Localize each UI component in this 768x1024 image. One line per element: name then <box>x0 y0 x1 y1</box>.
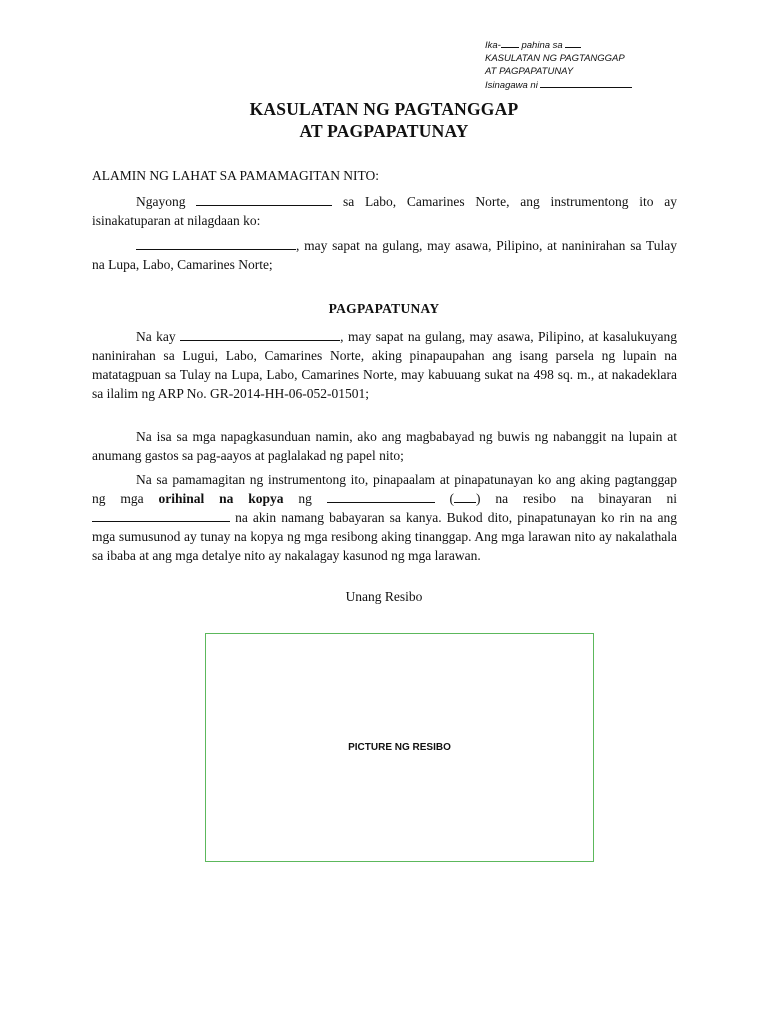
blank-line <box>565 38 581 48</box>
title-line-1: KASULATAN NG PAGTANGGAP <box>249 99 519 119</box>
receipt-photo-placeholder <box>205 633 594 862</box>
bold-phrase: orihinal na kopya <box>158 491 284 506</box>
blank-line <box>92 509 230 522</box>
header-note-line4: Isinagawa ni <box>485 78 632 92</box>
header-note-line2: KASULATAN NG PAGTANGGAP <box>485 53 625 64</box>
section-heading: PAGPAPATUNAY <box>328 301 440 316</box>
document-title <box>0 98 768 142</box>
blank-line <box>327 490 435 503</box>
paragraph-2: , may sapat na gulang, may asawa, Pilipino, at naninirahan sa Tulay na Lupa, Labo, Camarines Norte; <box>92 238 677 272</box>
blank-line <box>136 237 296 250</box>
intro-line: ALAMIN NG LAHAT SA PAMAMAGITAN NITO: <box>92 168 380 183</box>
header-note <box>485 38 632 92</box>
header-note-line1: Ika- pahina sa <box>485 38 632 52</box>
photo-placeholder-label: PICTURE NG RESIBO <box>348 742 451 753</box>
paragraph-5: Na sa pamamagitan ng instrumentong ito, pinapaalam at pinapatunayan ko ang aking pagtanggap ng mga orihinal na kopya ng ( ) na resibo na binayaran ni na akin namang babayaran sa kanya. Bukod dito, pinapatunayan ko rin na ang mga sumusunod ay tunay na kopya ng mga resibong aking tinanggap. Ang mga larawan nito ay nakalathala sa ibaba at ang mga detalye nito ay nakalagay kasunod ng mga larawan. <box>92 472 678 563</box>
receipt-caption: Unang Resibo <box>345 589 423 604</box>
header-note-line3: AT PAGPAPATUNAY <box>485 66 574 77</box>
blank-line <box>540 78 632 88</box>
blank-line <box>501 38 519 48</box>
title-line-2: AT PAGPAPATUNAY <box>299 121 469 141</box>
paragraph-1: Ngayong sa Labo, Camarines Norte, ang instrumentong ito ay isinakatuparan at nilagdaan ko: <box>92 194 678 228</box>
blank-line <box>196 193 332 206</box>
paragraph-4: Na isa sa mga napagkasunduan namin, ako ang magbabayad ng buwis ng nabanggit na lupain at anumang gastos sa pag-aayos at paglalakad ng papel nito; <box>92 429 677 463</box>
blank-line <box>180 328 340 341</box>
paragraph-3: Na kay , may sapat na gulang, may asawa, Pilipino, at kasalukuyang naninirahan sa Lugui, Labo, Camarines Norte, aking pinapaupahan ang isang parsela ng lupain na matatagpuan sa Tulay na Lupa, Labo, Camarines Norte, may kabuuang sukat na 498 sq. m., at nakadeklara sa ilalim ng ARP No. GR-2014-HH-06-052-01501; <box>92 329 678 401</box>
blank-line <box>454 490 476 503</box>
